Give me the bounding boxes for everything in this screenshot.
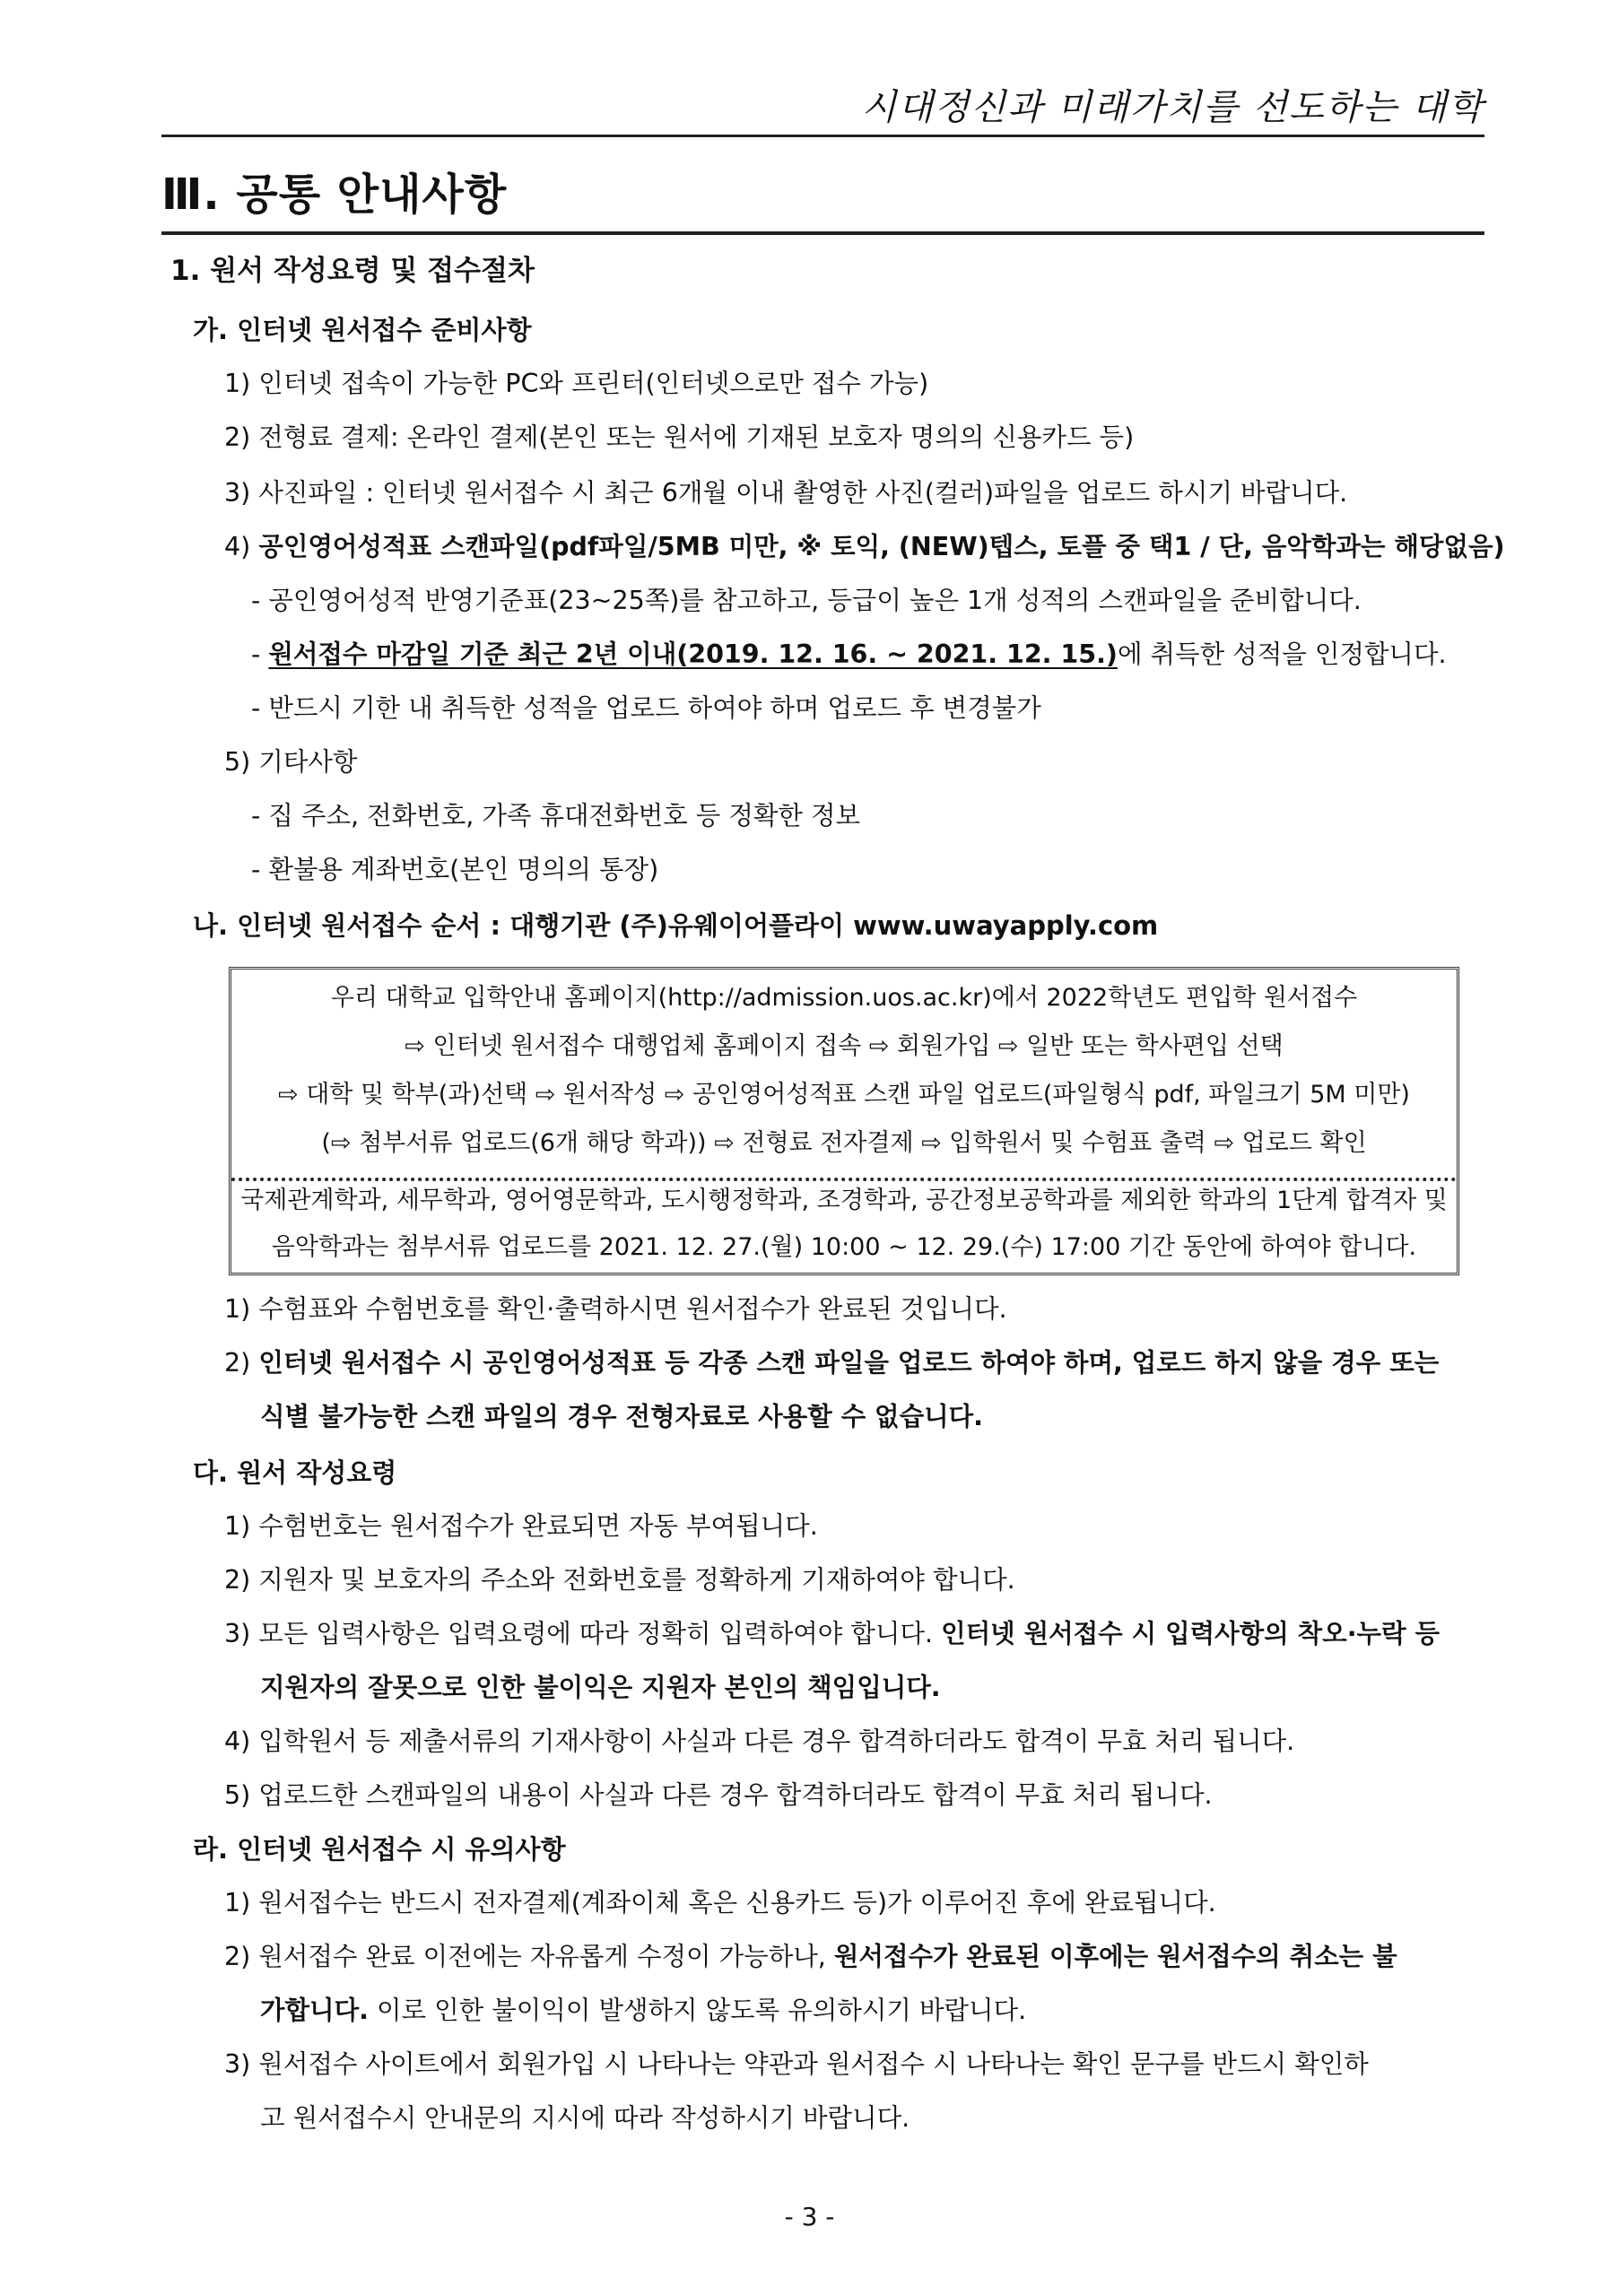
page-number: - 3 - [784, 2202, 835, 2231]
na-item-1: 1) 수험표와 수험번호를 확인·출력하시면 원서접수가 완료된 것입니다. [224, 1294, 1007, 1324]
da-item-5: 5) 업로드한 스캔파일의 내용이 사실과 다른 경우 합격하더라도 합격이 무효 처리 됩니다. [224, 1780, 1213, 1810]
ga-item-4-text: 공인영어성적표 스캔파일(pdf파일/5MB 미만, ※ 토익, (NEW)텝스, 토플 중 택1 / 단, 음악학과는 해당없음) [258, 532, 1505, 561]
ra-item-3-line-2: 고 원서접수시 안내문의 지시에 따라 작성하시기 바랍니다. [260, 2103, 910, 2133]
na-item-2-text-1: 인터넷 원서접수 시 공인영어성적표 등 각종 스캔 파일을 업로드 하여야 하며, 업로드 하지 않을 경우 또는 [258, 1348, 1440, 1378]
da-item-2: 2) 지원자 및 보호자의 주소와 전화번호를 정확하게 기재하여야 합니다. [224, 1565, 1015, 1595]
section-1-title: 1. 원서 작성요령 및 접수절차 [170, 255, 535, 287]
ra-item-2-emphasis-1: 원서접수가 완료된 이후에는 원서접수의 취소는 불 [833, 1942, 1397, 1971]
da-item-4: 4) 입학원서 등 제출서류의 기재사항이 사실과 다른 경우 합격하더라도 합격이 무효 처리 됩니다. [224, 1726, 1295, 1756]
ga-item-5-detail-1: - 집 주소, 전화번호, 가족 휴대전화번호 등 정확한 정보 [251, 801, 861, 831]
ga-item-4-detail-2-rest: 에 취득한 성적을 인정합니다. [1117, 639, 1447, 669]
ra-item-2-rest: 이로 인한 불이익이 발생하지 않도록 유의하시기 바랍니다. [368, 1996, 1027, 2025]
da-item-3-text: 3) 모든 입력사항은 입력요령에 따라 정확히 입력하여야 합니다. [224, 1619, 942, 1648]
ga-item-4-detail-2-emphasis: 원서접수 마감일 기준 최근 2년 이내(2019. 12. 16. ~ 2021. 12. 15.) [268, 639, 1118, 669]
ga-item-4-detail-2 [251, 637, 1447, 673]
procedure-line-3: ⇨ 대학 및 학부(과)선택 ⇨ 원서작성 ⇨ 공인영어성적표 스캔 파일 업로드(파일형식 pdf, 파일크기 5M 미만) [278, 1081, 1410, 1109]
procedure-line-2: ⇨ 인터넷 원서접수 대행업체 홈페이지 접속 ⇨ 회원가입 ⇨ 일반 또는 학사편입 선택 [405, 1032, 1284, 1060]
procedure-box [229, 967, 1459, 1275]
subsection-ga-title: 가. 인터넷 원서접수 준비사항 [193, 315, 532, 345]
ga-item-5: 5) 기타사항 [224, 747, 358, 777]
ga-item-2: 2) 전형료 결제: 온라인 결제(본인 또는 원서에 기재된 보호자 명의의 신용카드 등) [224, 422, 1135, 452]
da-item-1: 1) 수험번호는 원서접수가 완료되면 자동 부여됩니다. [224, 1511, 818, 1541]
ra-item-2-text: 2) 원서접수 완료 이전에는 자유롭게 수정이 가능하나, [224, 1942, 834, 1971]
ga-item-4-detail-3: - 반드시 기한 내 취득한 성적을 업로드 하여야 하며 업로드 후 변경불가 [251, 693, 1041, 723]
da-item-3-emphasis-1: 인터넷 원서접수 시 입력사항의 착오·누락 등 [941, 1619, 1441, 1648]
na-item-2-line-2: 식별 불가능한 스캔 파일의 경우 전형자료로 사용할 수 없습니다. [260, 1402, 984, 1431]
ga-item-4-detail-2-dash: - [251, 639, 269, 669]
da-item-3-line-1 [224, 1616, 1440, 1652]
da-item-3-line-2: 지원자의 잘못으로 인한 불이익은 지원자 본인의 책임입니다. [260, 1673, 941, 1702]
subsection-ra-title: 라. 인터넷 원서접수 시 유의사항 [193, 1834, 566, 1865]
ga-item-4-detail-1: - 공인영어성적 반영기준표(23~25쪽)를 참고하고, 등급이 높은 1개 성적의 스캔파일을 준비합니다. [251, 586, 1362, 615]
ga-item-4-number: 4) [224, 532, 259, 561]
procedure-note-line-2: 음악학과는 첨부서류 업로드를 2021. 12. 27.(월) 10:00 ~ 12. 29.(수) 17:00 기간 동안에 하여야 합니다. [271, 1233, 1417, 1261]
ra-item-2-line-2 [260, 1993, 1026, 2029]
procedure-line-1: 우리 대학교 입학안내 홈페이지(http://admission.uos.ac.kr)에서 2022학년도 편입학 원서접수 [330, 984, 1358, 1012]
page-title: Ⅲ. 공통 안내사항 [161, 170, 508, 220]
ga-item-1: 1) 인터넷 접속이 가능한 PC와 프린터(인터넷으로만 접수 가능) [224, 369, 929, 398]
ra-item-2-line-1 [224, 1939, 1397, 1975]
subsection-da-title: 다. 원서 작성요령 [193, 1457, 397, 1488]
ra-item-2-emphasis-2: 가합니다. [260, 1996, 369, 2025]
ra-item-3-line-1: 3) 원서접수 사이트에서 회원가입 시 나타나는 약관과 원서접수 시 나타나는 확인 문구를 반드시 확인하 [224, 2049, 1369, 2079]
header-slogan: 시대정신과 미래가치를 선도하는 대학 [861, 87, 1484, 128]
na-item-2-line-1 [224, 1345, 1439, 1381]
ga-item-3: 3) 사진파일 : 인터넷 원서접수 시 최근 6개월 이내 촬영한 사진(컬러)파일을 업로드 하시기 바랍니다. [224, 478, 1348, 508]
procedure-line-4: (⇨ 첨부서류 업로드(6개 해당 학과)) ⇨ 전형료 전자결제 ⇨ 입학원서 및 수험표 출력 ⇨ 업로드 확인 [321, 1129, 1367, 1157]
procedure-note-line-1: 국제관계학과, 세무학과, 영어영문학과, 도시행정학과, 조경학과, 공간정보공학과를 제외한 학과의 1단계 합격자 및 [240, 1187, 1448, 1214]
ra-item-1: 1) 원서접수는 반드시 전자결제(계좌이체 혹은 신용카드 등)가 이루어진 후에 완료됩니다. [224, 1888, 1216, 1918]
na-item-2-number: 2) [224, 1348, 259, 1378]
procedure-dotted-divider [231, 1178, 1457, 1181]
ga-item-5-detail-2: - 환불용 계좌번호(본인 명의의 통장) [251, 855, 659, 884]
ga-item-4 [224, 529, 1505, 565]
subsection-na-title: 나. 인터넷 원서접수 순서 : 대행기관 (주)유웨이어플라이 www.uwayapply.com [193, 910, 1159, 941]
